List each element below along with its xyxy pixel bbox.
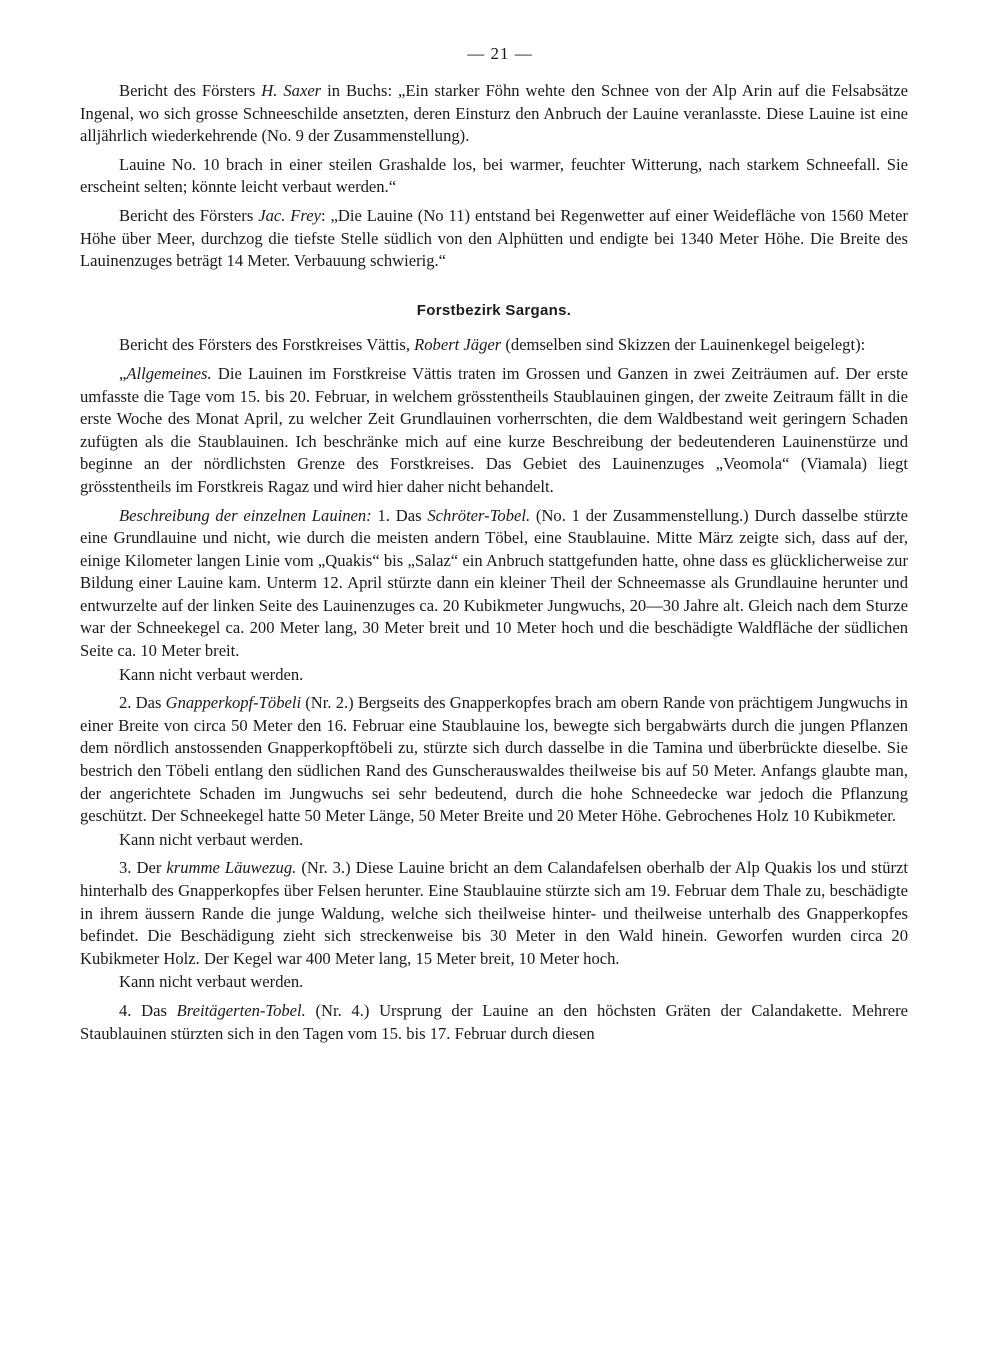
paragraph-schroeter — [80, 505, 908, 663]
text-run: 4. Das — [119, 1000, 177, 1020]
text-run: in Buchs: „Ein starker Föhn wehte den Schnee von der Alp Arin auf die Felsabsätze Ingenal, wo sich grosse Schneeschilde ansetzten, deren Einsturz den Anbruch der Lauine veranlasste. Diese Lauine ist eine alljährlich wiederkehrende (No. 9 der Zusammenstellung). — [80, 81, 909, 146]
italic-text: Breitägerten-Tobel. — [176, 1000, 306, 1020]
text-run: Forstbezirk Sargans. — [416, 301, 572, 319]
paragraph-lauine-10 — [80, 154, 908, 199]
paragraph-allgemeines — [80, 363, 908, 499]
paragraph-breitaegerten — [80, 1000, 908, 1045]
body-text — [80, 80, 908, 1045]
text-run: 1. Das — [371, 505, 428, 525]
text-run: Bericht des Försters des Forstkreises Vättis, — [119, 335, 415, 355]
paragraph-kann-1 — [80, 664, 908, 687]
italic-text: Schröter-Tobel. — [427, 505, 531, 525]
text-run: Bericht des Försters — [119, 205, 259, 225]
paragraph-krumme — [80, 857, 908, 970]
text-run: Lauine No. 10 brach in einer steilen Grashalde los, bei warmer, feuchter Witterung, nach starkem Schneefall. Sie erscheint selten; könnte leicht verbaut werden.“ — [80, 154, 908, 197]
text-run: 3. Der — [119, 858, 167, 878]
italic-text: Beschreibung der einzelnen Lauinen: — [119, 505, 372, 525]
text-run: Kann nicht verbaut werden. — [119, 664, 304, 684]
text-run: : „Die Lauine (No 11) entstand bei Regenwetter auf einer Weidefläche von 1560 Meter Höhe über Meer, durchzog die tiefste Stelle südlich von den Alphütten und endigte bei 1340 Meter Höhe. Die Breite des Lauinenzuges beträgt 14 Meter. Verbauung schwierig.“ — [80, 205, 908, 271]
text-run: Die Lauinen im Forstkreise Vättis traten im Grossen und Ganzen in zwei Zeiträumen auf. Der erste umfasste die Tage vom 15. bis 20. Februar, in welchem grösstentheils Staublauinen gingen, der zweite Zeitraum fällt in die erste Woche des Monat April, zu welcher Zeit Grundlauinen vorherrschten, die dem Waldbestand weit geringern Schaden zufügten als die Staublauinen. Ich beschränke mich auf eine kurze Beschreibung der bedeutenderen Lauinenstürze und beginne an der nördlichsten Grenze des Forstkreises. Das Gebiet des Lauinenzuges „Veomola“ (Viamala) liegt grösstentheils im Forstkreis Ragaz und wird hier daher nicht behandelt. — [80, 363, 908, 496]
text-run: (demselben sind Skizzen der Lauinenkegel beigelegt): — [501, 335, 866, 355]
italic-text: Robert Jäger — [414, 335, 502, 355]
text-run: Kann nicht verbaut werden. — [119, 972, 304, 992]
text-run: Bericht des Försters — [119, 81, 262, 100]
italic-text: H. Saxer — [261, 81, 322, 100]
section-heading — [80, 300, 908, 323]
text-run: 2. Das — [119, 693, 166, 713]
italic-text: krumme Läuwezug. — [166, 858, 297, 878]
page-number: — 21 — — [467, 44, 533, 63]
text-run: (No. 1 der Zusammenstellung.) Durch dasselbe stürzte eine Grundlauine und nicht, wie durch die meisten andern Töbel, eine Staublauine. Mitte März zeigte sich, dass auf der, einige Kilometer langen Linie vom „Quakis“ bis „Salaz“ ein Anbruch stattgefunden hatte, ohne dass es glücklicherweise zur Bildung einer Lauine kam. Unterm 12. April stürzte dann ein kleiner Theil der Schneemasse als Grundlauine herunter und entwurzelte auf der linken Seite des Lauinenzuges ca. 20 Kubikmeter Jungwuchs, 20—30 Jahre alt. Gleich nach dem Sturze war der Schneekegel ca. 200 Meter lang, 30 Meter breit und 10 Meter hoch und die beschädigte Waldfläche der südlichen Seite ca. 10 Meter breit. — [80, 505, 908, 661]
text-run: (Nr. 4.) Ursprung der Lauine an den höchsten Gräten der Calandakette. Mehrere Staublauinen stürzten sich in den Tagen vom 15. bis 17. Februar durch diesen — [80, 1000, 908, 1043]
paragraph-kann-3 — [80, 971, 908, 994]
paragraph-kann-2 — [80, 829, 908, 852]
text-run: „ — [119, 363, 127, 383]
paragraph-saxer — [80, 80, 908, 148]
italic-text: Gnapperkopf-Töbeli — [165, 693, 302, 713]
paragraph-jaeger — [80, 334, 908, 357]
paragraph-gnapperkopf — [80, 692, 908, 828]
italic-text: Jac. Frey — [258, 205, 322, 225]
text-run: (Nr. 2.) Bergseits des Gnapperkopfes brach am obern Rande von prächtigem Jungwuchs in einer Breite von circa 50 Meter den 16. Februar eine Staublauine los, bewegte sich bergabwärts durch die jungen Pflanzen dem nördlich anstossenden Gnapperkopftöbeli zu, stürzte sich durch dasselbe in die Tamina und überbrückte dieselbe. Sie bestrich den Töbeli entlang den südlichen Rand des Gunscherauswaldes theilweise bis auf 50 Meter. Anfangs glaubte man, der angerichtete Schaden im Jungwuchs sei sehr bedeutend, durch die hohe Schneedecke war jedoch die Pflanzung geschützt. Der Schneekegel hatte 50 Meter Länge, 50 Meter Breite und 20 Meter Höhe. Gebrochenes Holz 10 Kubikmeter. — [80, 693, 908, 826]
text-run: (Nr. 3.) Diese Lauine bricht an dem Calandafelsen oberhalb der Alp Quakis los und stürzt hinterhalb des Gnapperkopfes über Felsen herunter. Eine Staublauine stürzte sich am 19. Februar dem Thale zu, beschädigte in ihrem äussern Rande die junge Waldung, welche sich theilweise hinter- und theilweise unterhalb des Gnapperkopfes befindet. Die Beschädigung zieht sich streckenweise bis 30 Meter in den Wald hinein. Geworfen wurden circa 20 Kubikmeter Holz. Der Kegel war 400 Meter lang, 15 Meter breit, 10 Meter hoch. — [80, 858, 909, 968]
text-run: Kann nicht verbaut werden. — [119, 829, 304, 849]
italic-text: Allgemeines. — [126, 363, 212, 383]
paragraph-frey — [80, 205, 908, 273]
